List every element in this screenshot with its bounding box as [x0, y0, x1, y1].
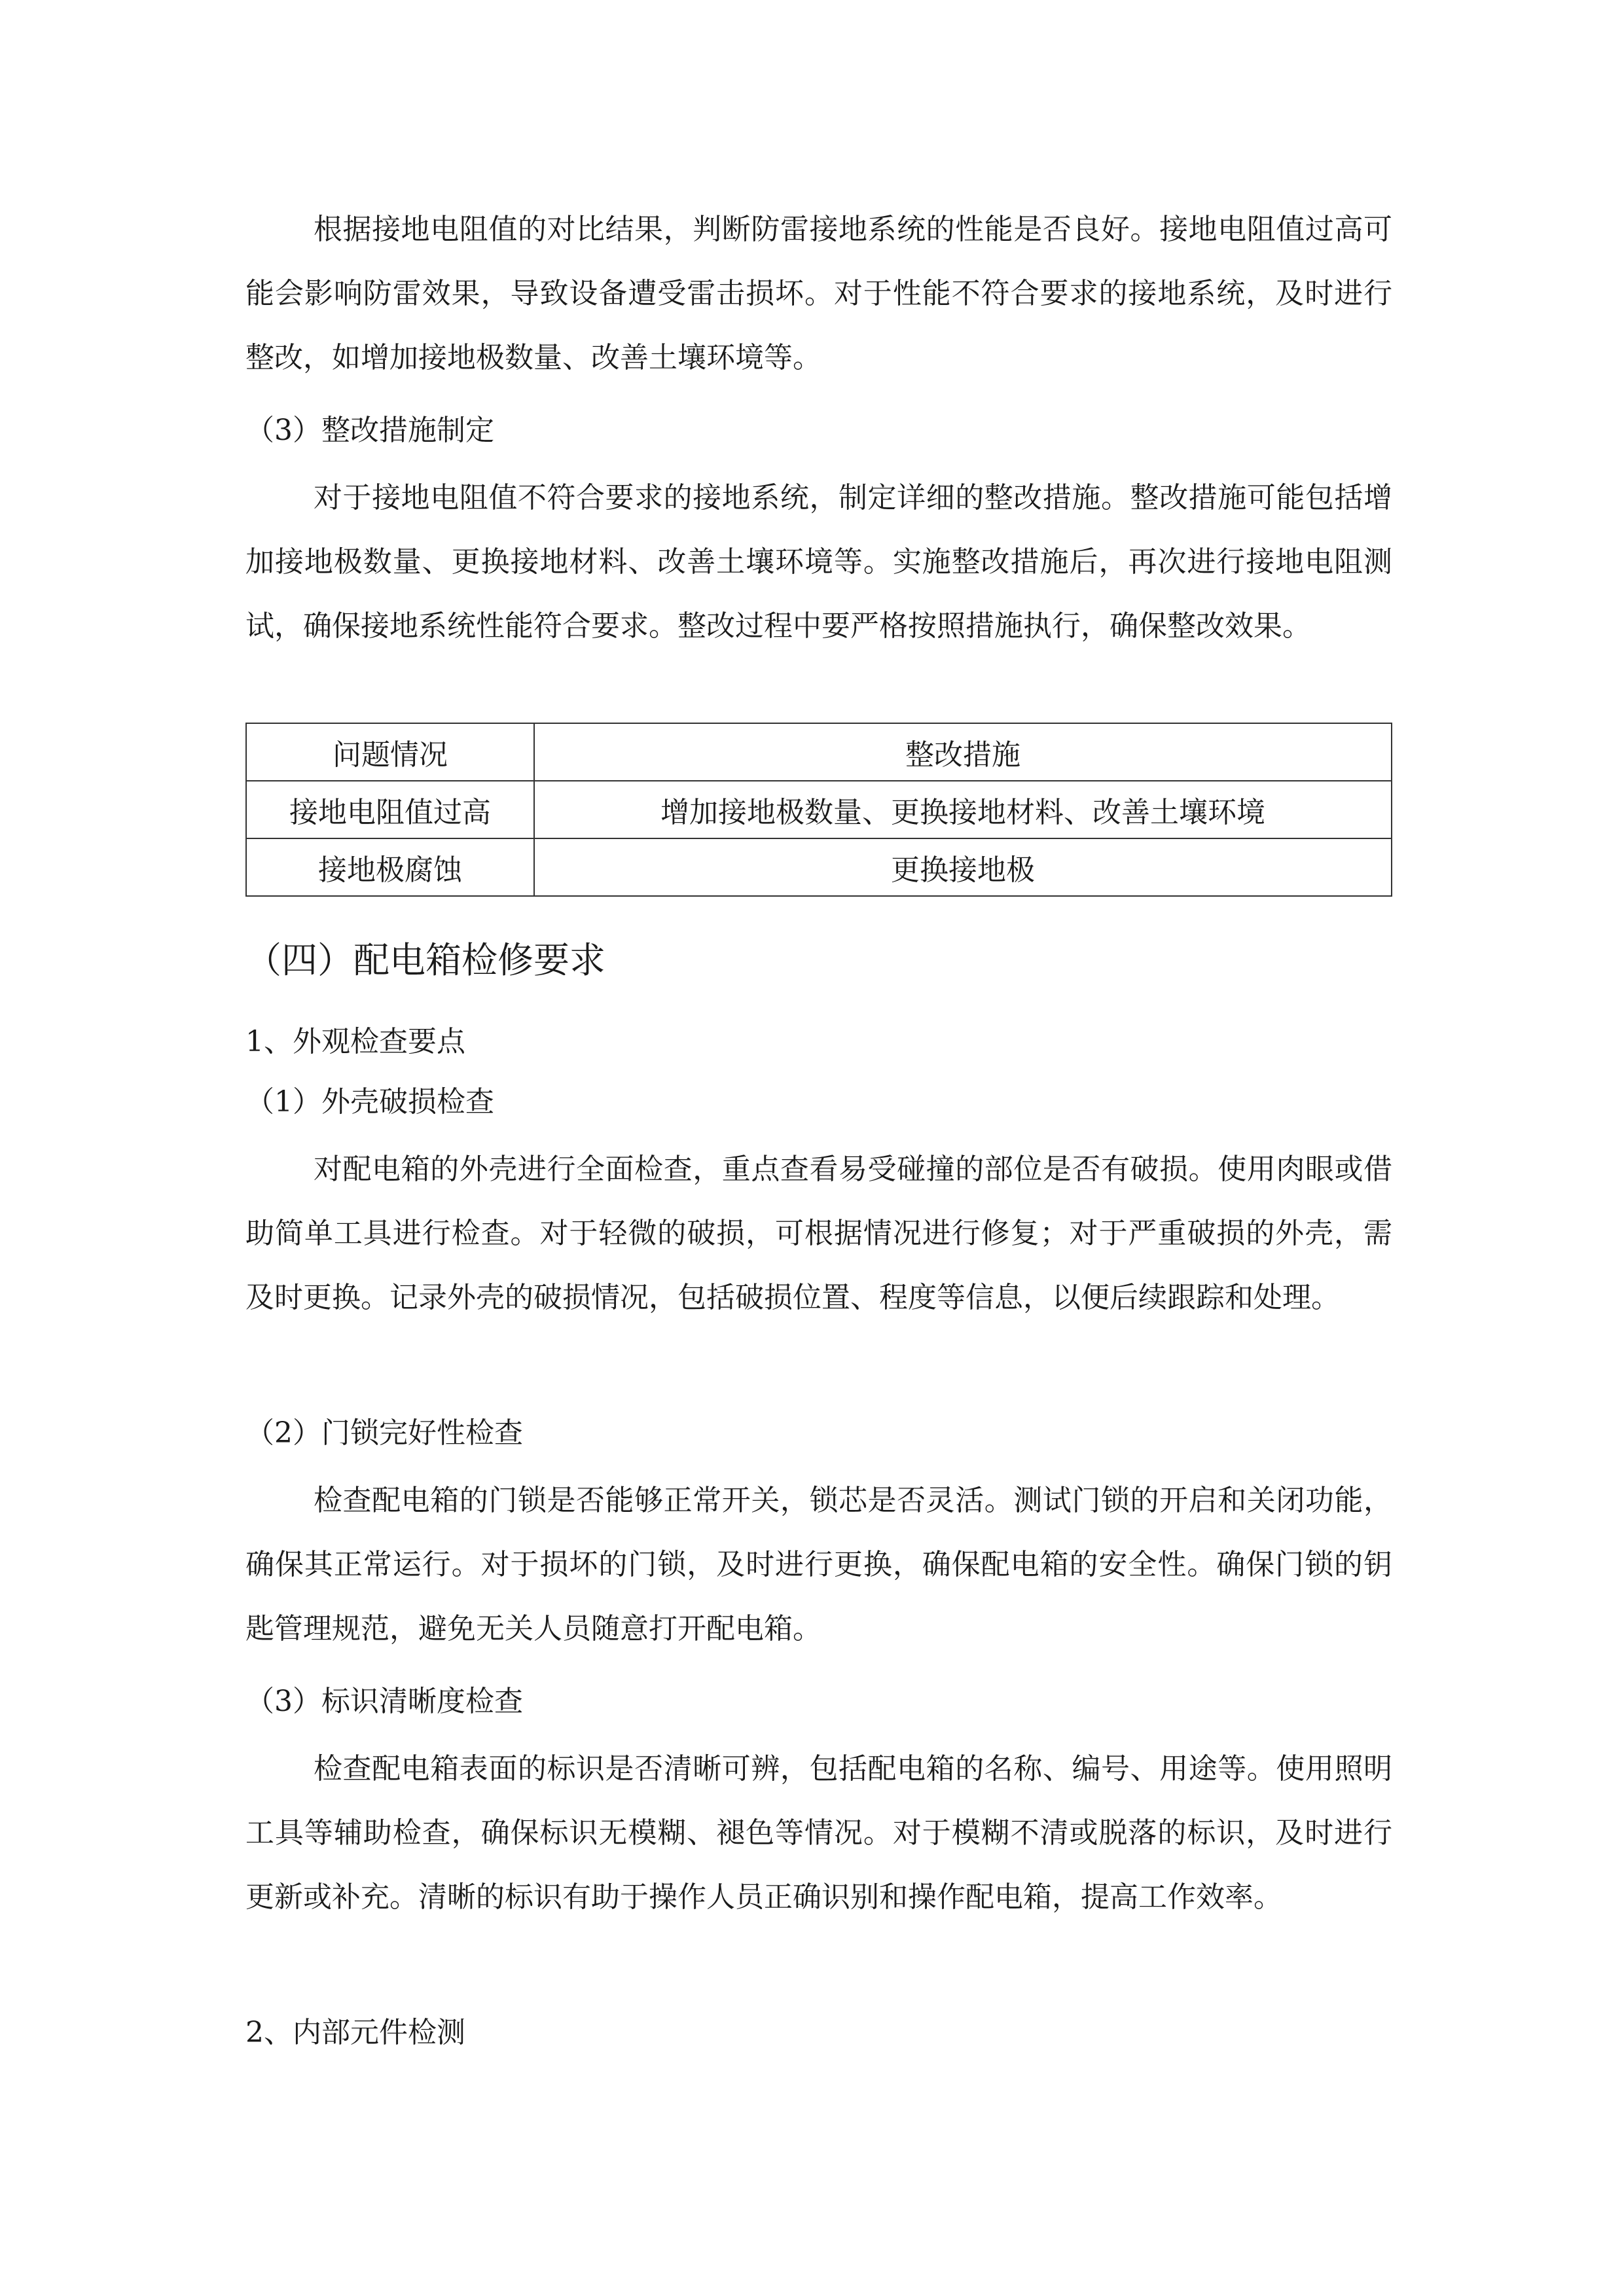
heading-rectification-measures: （3）整改措施制定: [245, 414, 494, 447]
table-row: [246, 838, 1392, 896]
section-title: （四）配电箱检修要求: [245, 939, 606, 981]
table-header-row: [246, 723, 1392, 781]
item-heading-internal: 2、内部元件检测: [245, 2016, 465, 2049]
table-cell: 接地电阻值过高: [246, 781, 534, 838]
table-cell: 接地极腐蚀: [246, 838, 534, 896]
table-header-cell: 整改措施: [534, 723, 1392, 781]
table-cell: 更换接地极: [534, 838, 1392, 896]
item-heading-appearance: 1、外观检查要点: [245, 1025, 465, 1058]
paragraph-grounding-evaluation: 根据接地电阻值的对比结果，判断防雷接地系统的性能是否良好。接地电阻值过高可能会影响防雷效果，导致设备遭受雷击损坏。对于性能不符合要求的接地系统，及时进行整改，如增加接地极数量、改善土壤环境等。: [245, 213, 1392, 374]
table-row: [246, 781, 1392, 838]
paragraph-lock-check: 检查配电箱的门锁是否能够正常开关，锁芯是否灵活。测试门锁的开启和关闭功能，确保其正常运行。对于损坏的门锁，及时进行更换，确保配电箱的安全性。确保门锁的钥匙管理规范，避免无关人员随意打开配电箱。: [245, 1484, 1392, 1645]
table-header-cell: 问题情况: [246, 723, 534, 781]
paragraph-label-check: 检查配电箱表面的标识是否清晰可辨，包括配电箱的名称、编号、用途等。使用照明工具等辅助检查，确保标识无模糊、褪色等情况。对于模糊不清或脱落的标识，及时进行更新或补充。清晰的标识有助于操作人员正确识别和操作配电箱，提高工作效率。: [245, 1752, 1392, 1914]
document-page: [245, 0, 1392, 2296]
sub-heading-lock: （2）门锁完好性检查: [245, 1416, 523, 1450]
paragraph-rectification: 对于接地电阻值不符合要求的接地系统，制定详细的整改措施。整改措施可能包括增加接地极数量、更换接地材料、改善土壤环境等。实施整改措施后，再次进行接地电阻测试，确保接地系统性能符合要求。整改过程中要严格按照措施执行，确保整改效果。: [245, 481, 1392, 643]
sub-heading-label: （3）标识清晰度检查: [245, 1685, 523, 1718]
paragraph-shell-check: 对配电箱的外壳进行全面检查，重点查看易受碰撞的部位是否有破损。使用肉眼或借助简单工具进行检查。对于轻微的破损，可根据情况进行修复；对于严重破损的外壳，需及时更换。记录外壳的破损情况，包括破损位置、程度等信息，以便后续跟踪和处理。: [245, 1153, 1392, 1314]
table-cell: 增加接地极数量、更换接地材料、改善土壤环境: [534, 781, 1392, 838]
rectification-table: [245, 723, 1392, 897]
sub-heading-shell: （1）外壳破损检查: [245, 1085, 494, 1119]
